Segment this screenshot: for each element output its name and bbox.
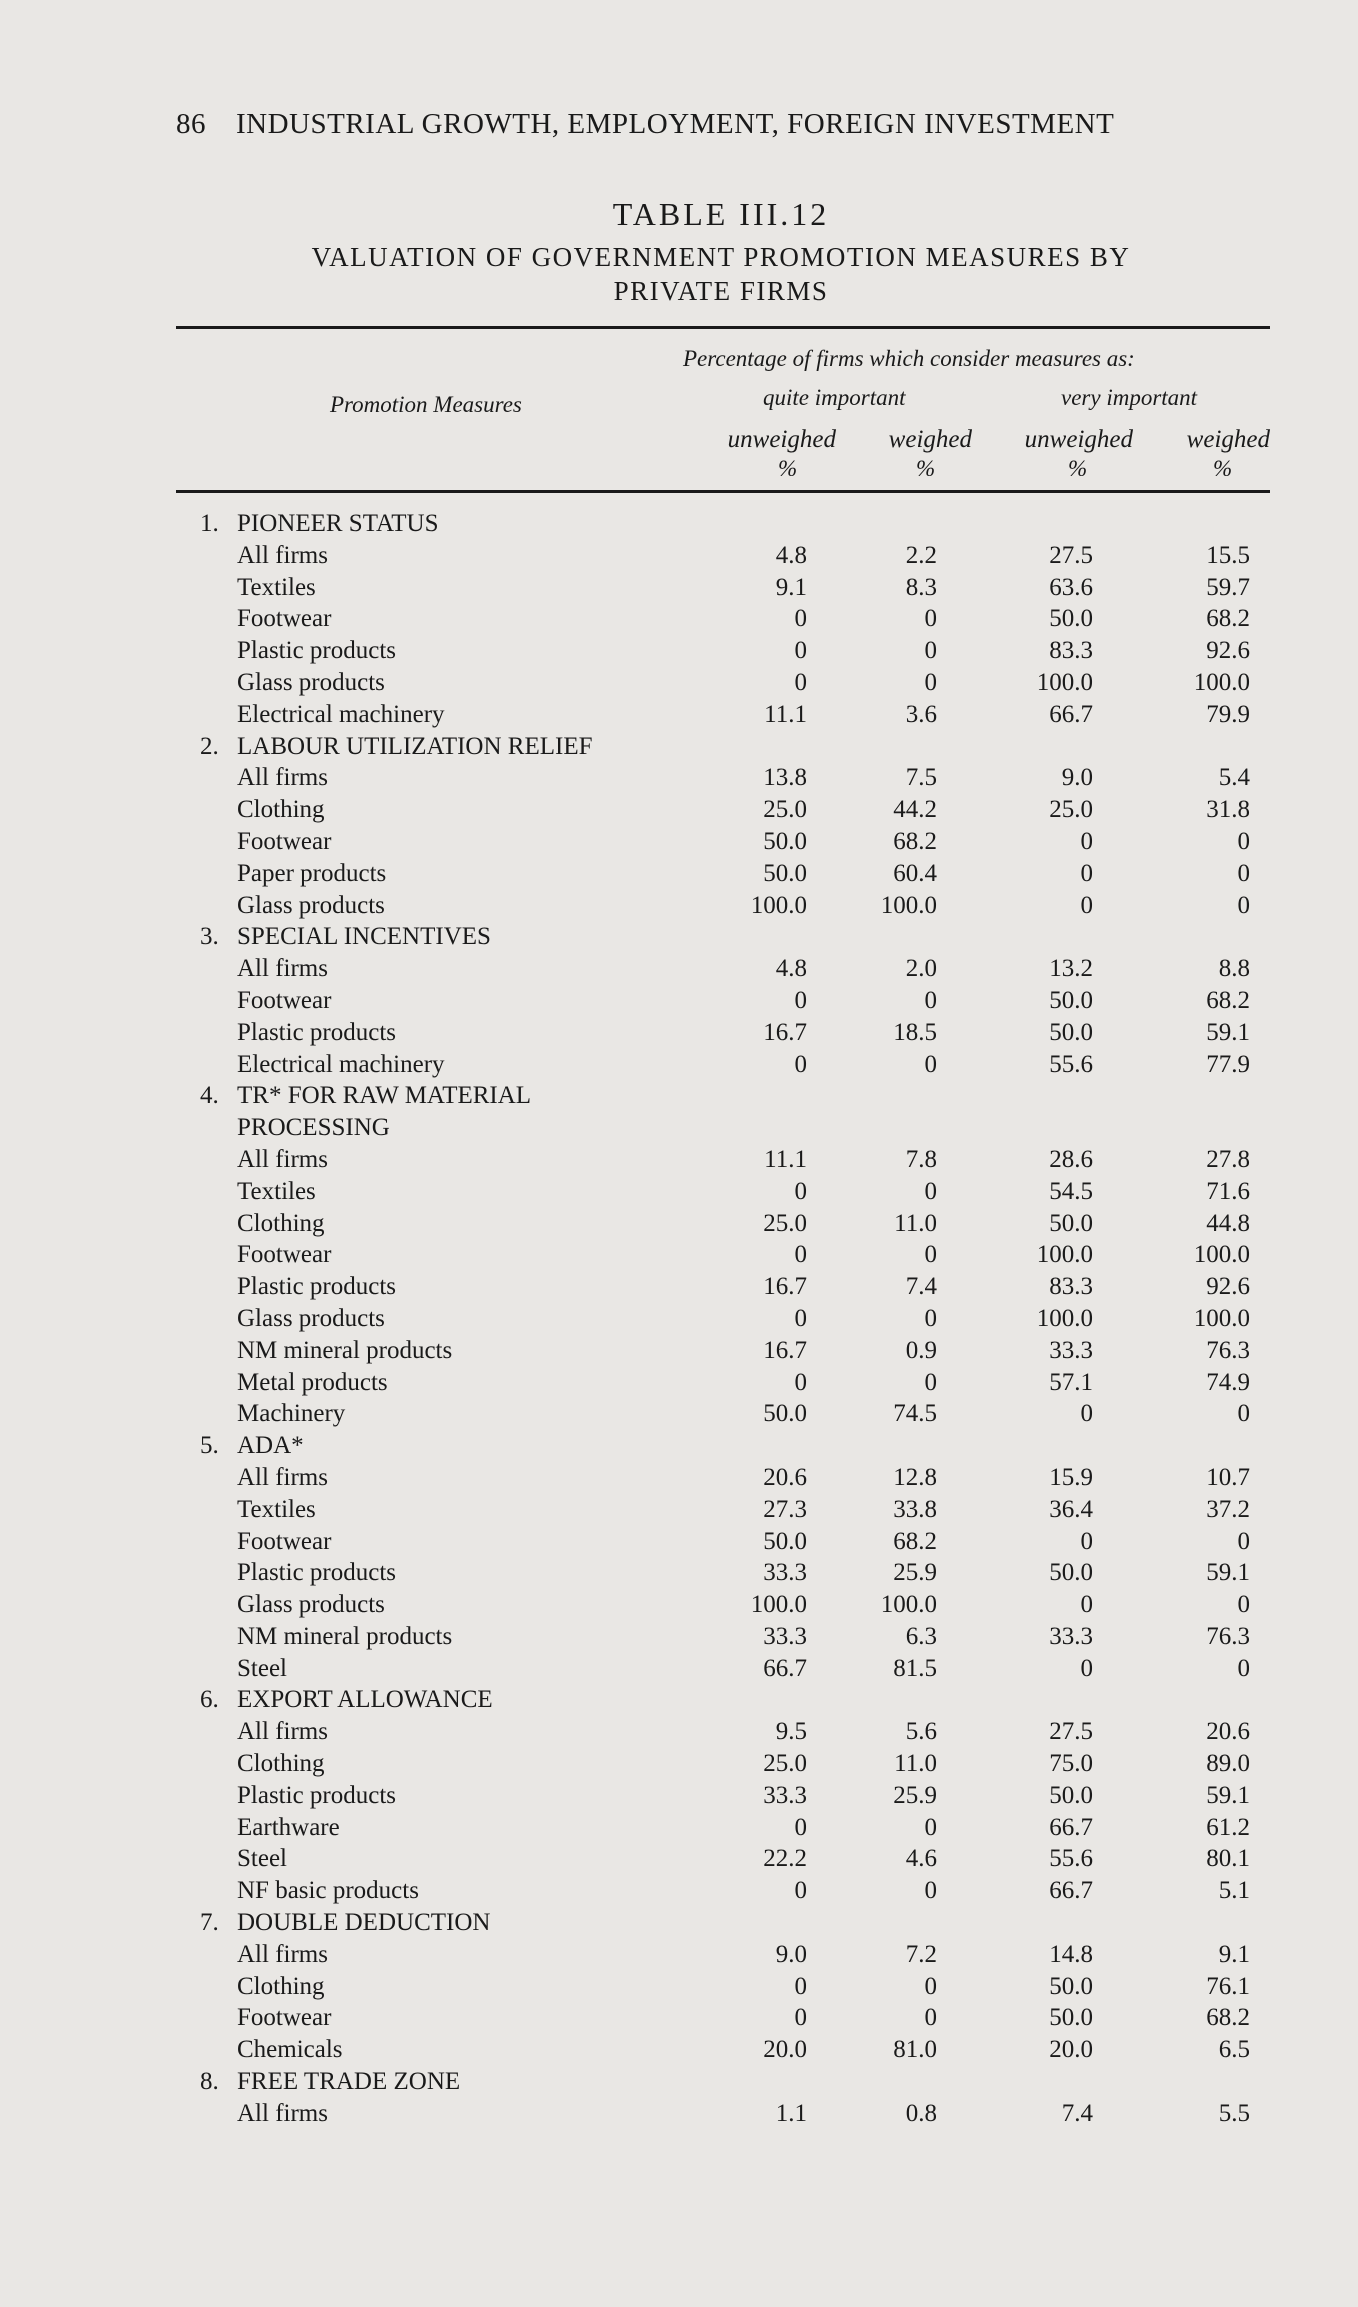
- row-value: 0: [924, 637, 937, 665]
- row-label: Textiles: [237, 1177, 316, 1205]
- row-value: 66.7: [1049, 1813, 1093, 1841]
- section-header: [0, 921, 1358, 953]
- row-value: 80.1: [1206, 1845, 1250, 1873]
- row-value: 11.0: [894, 1750, 937, 1778]
- row-label: All firms: [237, 1463, 328, 1491]
- table-row: [0, 2098, 1358, 2130]
- row-value: 16.7: [763, 1018, 807, 1046]
- row-value: 100.0: [1036, 1304, 1093, 1332]
- row-value: 25.9: [893, 1559, 937, 1587]
- row-value: 75.0: [1049, 1750, 1093, 1778]
- table-row: [0, 1748, 1358, 1780]
- row-label: Glass products: [237, 891, 385, 919]
- row-label: Glass products: [237, 1304, 385, 1332]
- table-row: [0, 1176, 1358, 1208]
- row-value: 100.0: [1036, 1241, 1093, 1269]
- table-row: [0, 1335, 1358, 1367]
- row-value: 4.8: [775, 541, 807, 569]
- row-value: 28.6: [1049, 1145, 1093, 1173]
- top-rule: [176, 326, 1270, 329]
- row-value: 6.5: [1218, 2036, 1250, 2064]
- table-row: [0, 826, 1358, 858]
- row-value: 50.0: [763, 827, 807, 855]
- header-group-quite: quite important: [763, 385, 906, 410]
- table-row: [0, 1462, 1358, 1494]
- row-value: 0: [924, 1304, 937, 1332]
- header-unit-2: %: [916, 456, 936, 481]
- row-value: 6.3: [905, 1622, 937, 1650]
- row-label: Earthware: [237, 1813, 340, 1841]
- row-value: 89.0: [1206, 1750, 1250, 1778]
- row-label: NM mineral products: [237, 1336, 453, 1364]
- row-value: 0: [924, 2004, 937, 2032]
- row-value: 8.3: [905, 573, 937, 601]
- row-value: 5.4: [1218, 764, 1250, 792]
- header-unit-1: %: [778, 456, 798, 481]
- row-value: 0: [794, 1304, 807, 1332]
- row-label: Electrical machinery: [237, 700, 445, 728]
- table-row: [0, 1843, 1358, 1875]
- row-value: 4.8: [775, 955, 807, 983]
- row-value: 9.1: [775, 573, 807, 601]
- row-value: 50.0: [1049, 986, 1093, 1014]
- header-col-2: weighed: [888, 426, 972, 453]
- row-value: 100.0: [880, 891, 937, 919]
- running-head: [176, 108, 1114, 141]
- row-label: Steel: [237, 1654, 287, 1682]
- row-value: 7.5: [905, 764, 937, 792]
- table-row: [0, 603, 1358, 635]
- row-value: 77.9: [1206, 1050, 1250, 1078]
- row-value: 7.4: [905, 1273, 937, 1301]
- row-label: Footwear: [237, 1241, 332, 1269]
- row-value: 68.2: [1206, 2004, 1250, 2032]
- table-row: [0, 1494, 1358, 1526]
- row-value: 7.4: [1061, 2099, 1093, 2127]
- table-row: [0, 2034, 1358, 2066]
- row-value: 0: [924, 1241, 937, 1269]
- table-row: [0, 1716, 1358, 1748]
- row-value: 27.3: [763, 1495, 807, 1523]
- table-row: [0, 1208, 1358, 1240]
- table-row: [0, 1271, 1358, 1303]
- row-value: 4.6: [905, 1845, 937, 1873]
- table-row: [0, 1589, 1358, 1621]
- row-label: Plastic products: [237, 1781, 397, 1809]
- row-value: 15.9: [1049, 1463, 1093, 1491]
- row-value: 50.0: [1049, 2004, 1093, 2032]
- row-value: 5.1: [1218, 1877, 1250, 1905]
- row-value: 0: [1080, 1591, 1093, 1619]
- table-row: [0, 1875, 1358, 1907]
- row-value: 37.2: [1206, 1495, 1250, 1523]
- section-number: 2.: [200, 732, 219, 760]
- row-value: 0: [1080, 1654, 1093, 1682]
- row-label: Electrical machinery: [237, 1050, 445, 1078]
- row-value: 50.0: [763, 859, 807, 887]
- row-value: 81.0: [893, 2036, 937, 2064]
- row-value: 31.8: [1206, 796, 1250, 824]
- section-header: [0, 508, 1358, 540]
- table-body: [0, 508, 1358, 2130]
- row-label: Footwear: [237, 827, 332, 855]
- row-value: 0.9: [905, 1336, 937, 1364]
- row-value: 50.0: [1049, 1018, 1093, 1046]
- row-value: 1.1: [775, 2099, 807, 2127]
- row-value: 27.5: [1049, 541, 1093, 569]
- row-label: All firms: [237, 764, 328, 792]
- row-value: 68.2: [1206, 986, 1250, 1014]
- row-value: 20.0: [1049, 2036, 1093, 2064]
- row-value: 10.7: [1206, 1463, 1250, 1491]
- row-value: 0: [794, 1877, 807, 1905]
- table-row: [0, 1398, 1358, 1430]
- table-row: [0, 667, 1358, 699]
- row-value: 9.0: [1061, 764, 1093, 792]
- row-value: 25.0: [763, 1750, 807, 1778]
- row-value: 0: [794, 1177, 807, 1205]
- row-value: 50.0: [1049, 1781, 1093, 1809]
- row-value: 11.1: [764, 1145, 807, 1173]
- header-group-very: very important: [1061, 385, 1198, 410]
- row-label: Textiles: [237, 573, 316, 601]
- row-value: 0: [1237, 1527, 1250, 1555]
- row-value: 25.0: [763, 1209, 807, 1237]
- table-row: [0, 1017, 1358, 1049]
- table-row: [0, 1971, 1358, 2003]
- row-value: 33.3: [1049, 1622, 1093, 1650]
- row-label: All firms: [237, 955, 328, 983]
- section-title: SPECIAL INCENTIVES: [237, 923, 491, 951]
- row-value: 0: [1080, 859, 1093, 887]
- row-value: 0: [1080, 891, 1093, 919]
- row-value: 11.1: [764, 700, 807, 728]
- table-row: [0, 1144, 1358, 1176]
- row-label: Clothing: [237, 1209, 325, 1237]
- row-value: 68.2: [893, 827, 937, 855]
- row-value: 7.2: [905, 1940, 937, 1968]
- row-value: 0: [794, 1050, 807, 1078]
- section-number: 3.: [200, 923, 219, 951]
- row-value: 33.8: [893, 1495, 937, 1523]
- row-value: 0: [1080, 827, 1093, 855]
- section-title: DOUBLE DEDUCTION: [237, 1909, 491, 1937]
- row-value: 0: [1237, 827, 1250, 855]
- row-value: 44.2: [893, 796, 937, 824]
- section-title: ADA*: [237, 1432, 304, 1460]
- row-label: All firms: [237, 541, 328, 569]
- row-value: 20.6: [763, 1463, 807, 1491]
- row-value: 36.4: [1049, 1495, 1093, 1523]
- row-value: 0: [1237, 1591, 1250, 1619]
- table-row: [0, 1239, 1358, 1271]
- row-value: 100.0: [880, 1591, 937, 1619]
- row-value: 9.0: [775, 1940, 807, 1968]
- row-value: 27.5: [1049, 1718, 1093, 1746]
- row-value: 14.8: [1049, 1940, 1093, 1968]
- table-row: [0, 1621, 1358, 1653]
- row-value: 71.6: [1206, 1177, 1250, 1205]
- row-value: 0: [1080, 1400, 1093, 1428]
- table-row: [0, 572, 1358, 604]
- section-number: 8.: [200, 2068, 219, 2096]
- row-value: 0: [794, 2004, 807, 2032]
- row-value: 92.6: [1206, 1273, 1250, 1301]
- header-col-4: weighed: [1186, 426, 1270, 453]
- header-unit-3: %: [1068, 456, 1088, 481]
- row-value: 0: [924, 1877, 937, 1905]
- row-label: Plastic products: [237, 1018, 397, 1046]
- row-value: 50.0: [1049, 1209, 1093, 1237]
- row-value: 0: [1080, 1527, 1093, 1555]
- section-title: FREE TRADE ZONE: [237, 2068, 461, 2096]
- table-row: [0, 762, 1358, 794]
- table-number: TABLE III.12: [612, 196, 830, 232]
- row-value: 76.3: [1206, 1622, 1250, 1650]
- row-value: 20.0: [763, 2036, 807, 2064]
- row-value: 55.6: [1049, 1845, 1093, 1873]
- header-span: Percentage of firms which consider measures as:: [683, 346, 1135, 371]
- row-value: 20.6: [1206, 1718, 1250, 1746]
- row-value: 60.4: [893, 859, 937, 887]
- row-value: 79.9: [1206, 700, 1250, 728]
- row-value: 0: [924, 1177, 937, 1205]
- row-value: 13.8: [763, 764, 807, 792]
- table-row: [0, 1812, 1358, 1844]
- table-row: [0, 699, 1358, 731]
- table-row: [0, 1049, 1358, 1081]
- row-value: 22.2: [763, 1845, 807, 1873]
- row-value: 100.0: [750, 1591, 807, 1619]
- section-number: 7.: [200, 1909, 219, 1937]
- row-value: 0: [794, 605, 807, 633]
- row-value: 50.0: [1049, 1559, 1093, 1587]
- row-value: 59.7: [1206, 573, 1250, 601]
- row-label: Glass products: [237, 668, 385, 696]
- row-value: 27.8: [1206, 1145, 1250, 1173]
- row-value: 92.6: [1206, 637, 1250, 665]
- section-header: [0, 1907, 1358, 1939]
- row-label: Plastic products: [237, 637, 397, 665]
- table-row: [0, 890, 1358, 922]
- row-value: 8.8: [1218, 955, 1250, 983]
- row-label: Footwear: [237, 1527, 332, 1555]
- row-label: Machinery: [237, 1400, 346, 1428]
- row-value: 100.0: [1036, 668, 1093, 696]
- row-value: 100.0: [750, 891, 807, 919]
- table-row: [0, 540, 1358, 572]
- section-header-cont: [0, 1112, 1358, 1144]
- section-title: EXPORT ALLOWANCE: [237, 1686, 493, 1714]
- row-value: 16.7: [763, 1273, 807, 1301]
- row-value: 44.8: [1206, 1209, 1250, 1237]
- row-value: 59.1: [1206, 1781, 1250, 1809]
- running-title: INDUSTRIAL GROWTH, EMPLOYMENT, FOREIGN INVESTMENT: [236, 108, 1115, 140]
- row-label: NM mineral products: [237, 1622, 453, 1650]
- row-value: 0: [794, 1972, 807, 2000]
- row-label: All firms: [237, 1145, 328, 1173]
- header-rule: [176, 490, 1270, 493]
- row-label: Plastic products: [237, 1559, 397, 1587]
- header-col-1: unweighed: [727, 426, 836, 453]
- row-value: 0: [924, 668, 937, 696]
- row-value: 66.7: [763, 1654, 807, 1682]
- row-value: 33.3: [763, 1622, 807, 1650]
- row-value: 50.0: [1049, 1972, 1093, 2000]
- row-value: 57.1: [1049, 1368, 1093, 1396]
- section-header: [0, 1684, 1358, 1716]
- row-value: 2.0: [905, 955, 937, 983]
- row-value: 76.1: [1206, 1972, 1250, 2000]
- row-label: Chemicals: [237, 2036, 343, 2064]
- row-label: NF basic products: [237, 1877, 419, 1905]
- row-value: 33.3: [763, 1559, 807, 1587]
- row-value: 63.6: [1049, 573, 1093, 601]
- table-row: [0, 1939, 1358, 1971]
- section-title: PIONEER STATUS: [237, 510, 439, 537]
- row-value: 9.1: [1218, 1940, 1250, 1968]
- header-unit-4: %: [1213, 456, 1233, 481]
- row-value: 66.7: [1049, 700, 1093, 728]
- header-row-label: Promotion Measures: [330, 392, 522, 417]
- row-value: 68.2: [893, 1527, 937, 1555]
- row-value: 66.7: [1049, 1877, 1093, 1905]
- row-label: Textiles: [237, 1495, 316, 1523]
- row-value: 0: [924, 1050, 937, 1078]
- row-value: 54.5: [1049, 1177, 1093, 1205]
- row-value: 0: [924, 605, 937, 633]
- row-value: 18.5: [893, 1018, 937, 1046]
- row-value: 50.0: [1049, 605, 1093, 633]
- section-number: 5.: [200, 1432, 219, 1460]
- row-value: 0: [1237, 1654, 1250, 1682]
- row-value: 83.3: [1049, 637, 1093, 665]
- row-value: 74.5: [893, 1400, 937, 1428]
- row-value: 9.5: [775, 1718, 807, 1746]
- row-value: 25.0: [763, 796, 807, 824]
- row-label: All firms: [237, 2099, 328, 2127]
- row-label: Footwear: [237, 2004, 332, 2032]
- row-value: 83.3: [1049, 1273, 1093, 1301]
- row-value: 0: [1237, 891, 1250, 919]
- row-value: 0: [794, 1241, 807, 1269]
- section-header: [0, 1080, 1358, 1112]
- row-value: 50.0: [763, 1527, 807, 1555]
- section-number: 1.: [200, 510, 219, 537]
- row-value: 0: [794, 668, 807, 696]
- table-row: [0, 1367, 1358, 1399]
- row-value: 74.9: [1206, 1368, 1250, 1396]
- row-value: 7.8: [905, 1145, 937, 1173]
- row-value: 50.0: [763, 1400, 807, 1428]
- row-value: 3.6: [905, 700, 937, 728]
- row-label: Plastic products: [237, 1273, 397, 1301]
- row-value: 0: [924, 1813, 937, 1841]
- row-value: 13.2: [1049, 955, 1093, 983]
- row-label: All firms: [237, 1718, 328, 1746]
- row-value: 12.8: [893, 1463, 937, 1491]
- row-label: Footwear: [237, 605, 332, 633]
- row-value: 0: [794, 637, 807, 665]
- row-value: 76.3: [1206, 1336, 1250, 1364]
- row-value: 0: [794, 1368, 807, 1396]
- header-col-3: unweighed: [1024, 426, 1133, 453]
- row-value: 5.6: [905, 1718, 937, 1746]
- row-value: 61.2: [1206, 1813, 1250, 1841]
- table-row: [0, 1653, 1358, 1685]
- section-number: 6.: [200, 1686, 219, 1714]
- table-row: [0, 1303, 1358, 1335]
- row-value: 0: [924, 1368, 937, 1396]
- row-label: Clothing: [237, 1750, 325, 1778]
- row-label: Glass products: [237, 1591, 385, 1619]
- row-value: 100.0: [1193, 1241, 1250, 1269]
- row-value: 0: [794, 1813, 807, 1841]
- table-row: [0, 1780, 1358, 1812]
- table-row: [0, 635, 1358, 667]
- row-value: 33.3: [763, 1781, 807, 1809]
- row-value: 33.3: [1049, 1336, 1093, 1364]
- page-number: 86: [176, 108, 206, 140]
- row-value: 81.5: [893, 1654, 937, 1682]
- row-value: 100.0: [1193, 668, 1250, 696]
- section-title: TR* FOR RAW MATERIAL: [237, 1082, 532, 1110]
- row-value: 16.7: [763, 1336, 807, 1364]
- section-title: LABOUR UTILIZATION RELIEF: [237, 732, 593, 760]
- row-value: 15.5: [1206, 541, 1250, 569]
- row-label: Clothing: [237, 1972, 325, 2000]
- row-value: 25.0: [1049, 796, 1093, 824]
- table-row: [0, 985, 1358, 1017]
- row-value: 100.0: [1193, 1304, 1250, 1332]
- row-value: 68.2: [1206, 605, 1250, 633]
- row-value: 2.2: [905, 541, 937, 569]
- table-row: [0, 2002, 1358, 2034]
- row-value: 59.1: [1206, 1018, 1250, 1046]
- row-value: 0: [1237, 859, 1250, 887]
- section-header: [0, 2066, 1358, 2098]
- section-number: 4.: [200, 1082, 219, 1110]
- section-header: [0, 1430, 1358, 1462]
- row-value: 5.5: [1218, 2099, 1250, 2127]
- section-title-cont: PROCESSING: [237, 1114, 390, 1142]
- row-label: Metal products: [237, 1368, 388, 1396]
- table-row: [0, 953, 1358, 985]
- table-row: [0, 1526, 1358, 1558]
- table-row: [0, 1557, 1358, 1589]
- row-value: 0: [924, 986, 937, 1014]
- row-label: Paper products: [237, 859, 387, 887]
- row-value: 0: [1237, 1400, 1250, 1428]
- row-label: All firms: [237, 1940, 328, 1968]
- table-row: [0, 858, 1358, 890]
- row-value: 55.6: [1049, 1050, 1093, 1078]
- section-header: [0, 731, 1358, 763]
- row-value: 0: [924, 1972, 937, 2000]
- row-value: 0.8: [905, 2099, 937, 2127]
- row-label: Steel: [237, 1845, 287, 1873]
- row-value: 11.0: [894, 1209, 937, 1237]
- row-value: 59.1: [1206, 1559, 1250, 1587]
- row-label: Footwear: [237, 986, 332, 1014]
- table-title: VALUATION OF GOVERNMENT PROMOTION MEASURES BY PRIVATE FIRMS: [311, 242, 1131, 306]
- row-value: 0: [794, 986, 807, 1014]
- table-row: [0, 794, 1358, 826]
- row-value: 25.9: [893, 1781, 937, 1809]
- row-label: Clothing: [237, 796, 325, 824]
